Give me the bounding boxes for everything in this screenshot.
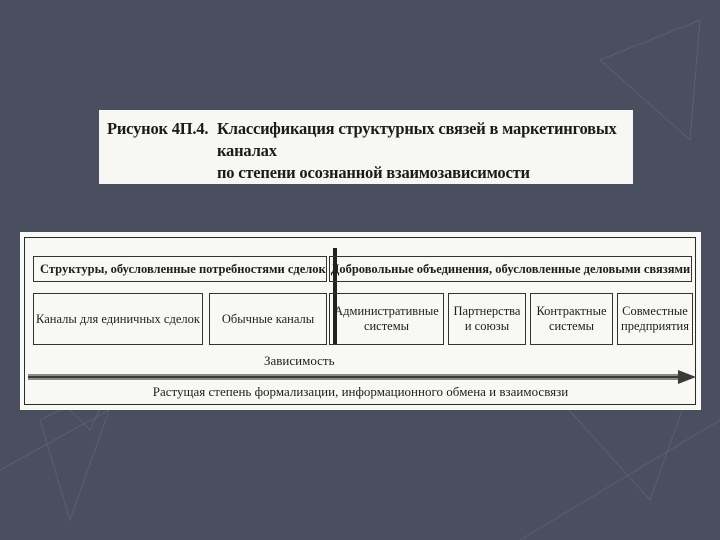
caption-line-2: по степени осознанной взаимозависимости (217, 163, 530, 182)
dependency-label: Зависимость (264, 353, 335, 368)
figure-title (107, 118, 623, 184)
joint-ventures-line-2: предприятия (621, 319, 689, 333)
figure-caption (217, 118, 623, 184)
administrative-systems-line-1: Административные (334, 304, 439, 318)
partnerships-box (448, 293, 526, 345)
joint-ventures-line-1: Совместные (622, 304, 688, 318)
left-group-header: Структуры, обусловленные потребностями сделок (33, 256, 327, 282)
contractual-systems-line-2: системы (548, 319, 595, 333)
figure-number: Рисунок 4П.4. (107, 119, 209, 138)
administrative-systems-box (329, 293, 444, 345)
contractual-systems-line-1: Контрактные (536, 304, 607, 318)
caption-line-1: Классификация структурных связей в маркетинговых каналах (217, 119, 617, 160)
figure-title-card (99, 110, 633, 184)
classification-diagram (20, 232, 701, 410)
single-deals-channels-box: Каналы для единичных сделок (33, 293, 203, 345)
conventional-channels-box: Обычные каналы (209, 293, 327, 345)
partnerships-line-1: Партнерства (453, 304, 521, 318)
formalization-arrow (28, 370, 698, 384)
right-group-header: Добровольные объединения, обусловленные деловыми связями (329, 256, 692, 282)
contractual-systems-box (530, 293, 613, 345)
joint-ventures-box (617, 293, 693, 345)
administrative-systems-line-2: системы (363, 319, 410, 333)
formalization-axis-label: Растущая степень формализации, информационного обмена и взаимосвязи (152, 384, 569, 399)
partnerships-line-2: и союзы (464, 319, 510, 333)
